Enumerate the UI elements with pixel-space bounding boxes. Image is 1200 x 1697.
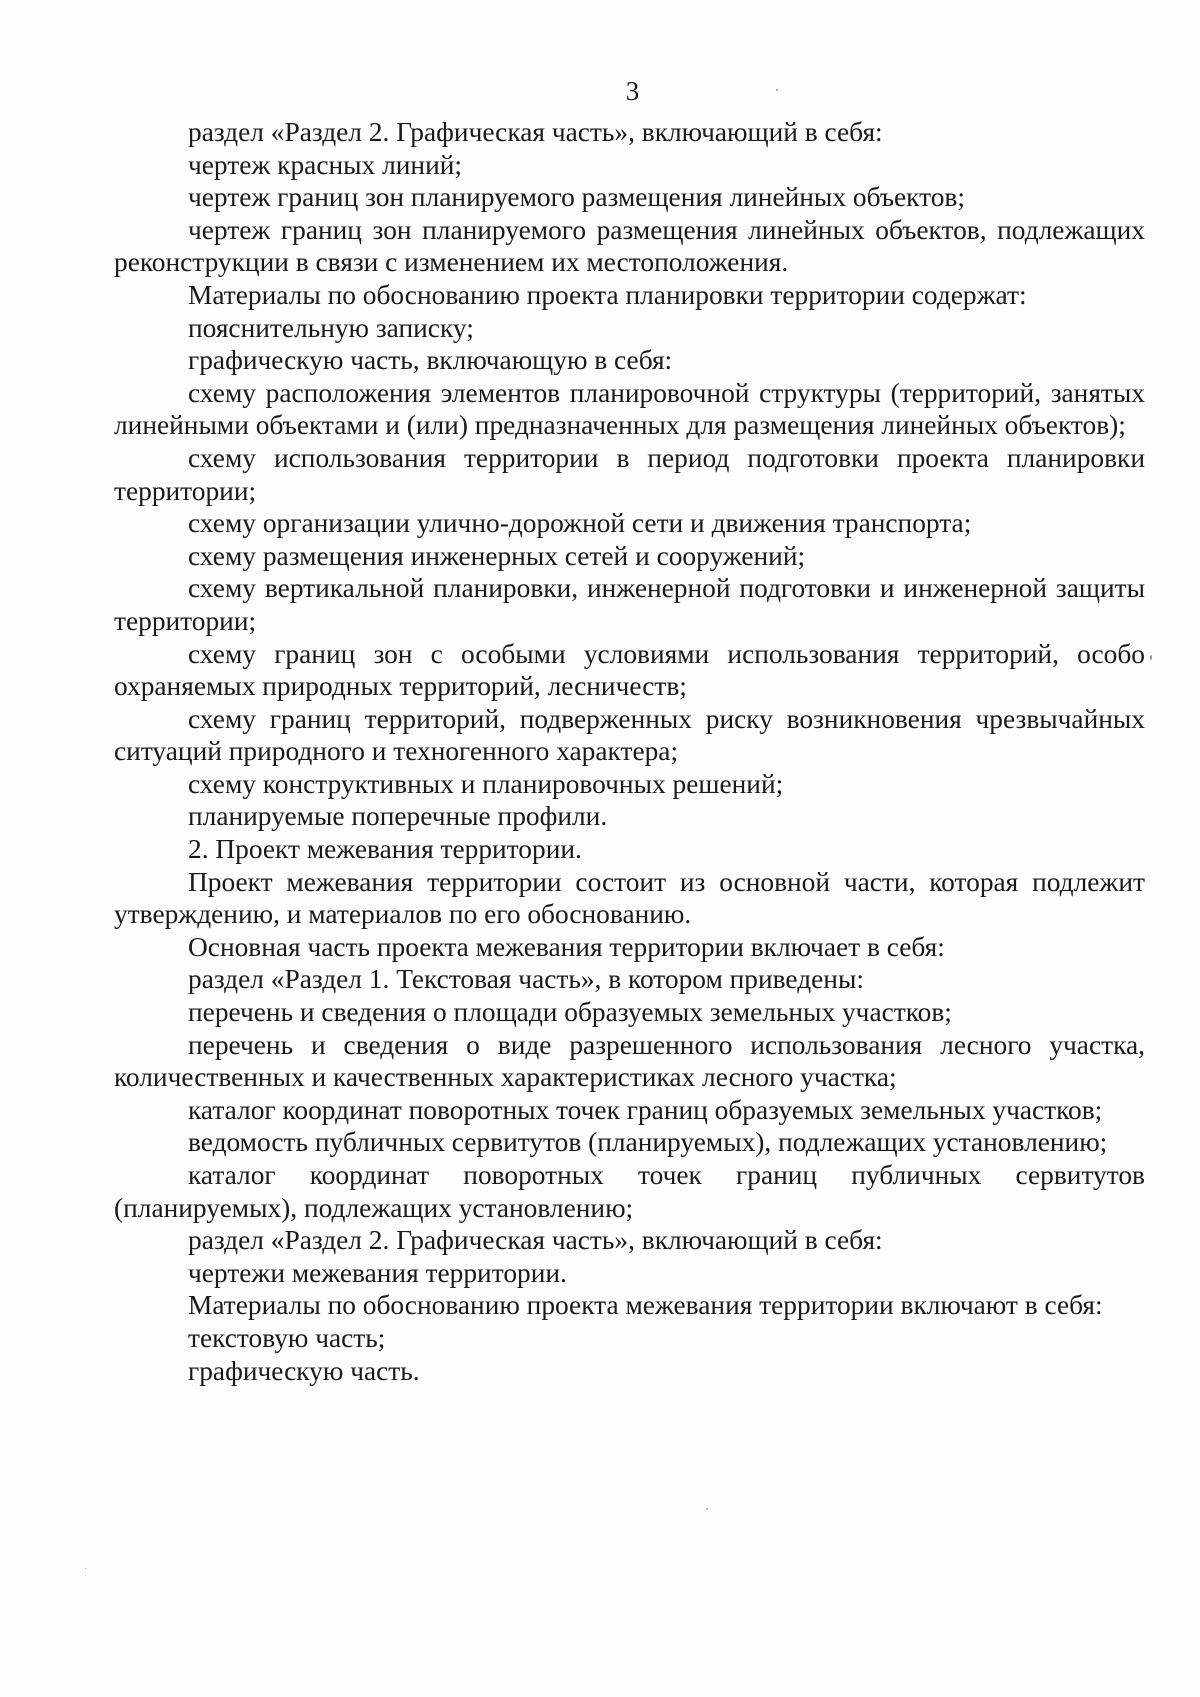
paragraph: схему границ зон с особыми условиями использования территорий, особо охраняемых природных территорий, лесничеств; [114, 638, 1145, 702]
paragraph: текстовую часть; [188, 1322, 386, 1353]
paragraph: схему границ территорий, подверженных риску возникновения чрезвычайных ситуаций природного и техногенного характера; [114, 703, 1145, 767]
paragraph: чертеж границ зон планируемого размещения линейных объектов; [188, 182, 965, 213]
paragraph: Материалы по обоснованию проекта планировки территории содержат: [188, 279, 1027, 310]
paragraph: раздел «Раздел 1. Текстовая часть», в котором приведены: [188, 964, 864, 995]
paragraph: схему вертикальной планировки, инженерной подготовки и инженерной защиты территории; [114, 573, 1145, 636]
scan-speck [85, 1568, 86, 1569]
paragraph: каталог координат поворотных точек границ образуемых земельных участков; [188, 1094, 1103, 1125]
paragraph: графическую часть. [188, 1355, 420, 1386]
paragraph: раздел «Раздел 2. Графическая часть», включающий в себя: [188, 1225, 883, 1256]
paragraph: схему конструктивных и планировочных решений; [188, 768, 784, 799]
page-number: 3 [625, 76, 640, 106]
scan-speck [706, 1508, 708, 1510]
paragraph: графическую часть, включающую в себя: [188, 345, 673, 376]
paragraph: чертеж границ зон планируемого размещения линейных объектов, подлежащих реконструкции в связи с изменением их местоположения. [114, 214, 1145, 278]
paragraph: Материалы по обоснованию проекта межевания территории включают в себя: [188, 1290, 1103, 1321]
paragraph: перечень и сведения о площади образуемых земельных участков; [188, 997, 952, 1028]
paragraph: схему расположения элементов планировочной структуры (территорий, занятых линейными объектами и (или) предназначенных для размещения линейных объектов); [114, 377, 1145, 441]
paragraph: чертежи межевания территории. [188, 1257, 567, 1288]
paragraph: Проект межевания территории состоит из основной части, которая подлежит утверждению, и материалов по его обоснованию. [114, 866, 1145, 930]
body-text [114, 116, 1145, 1387]
paragraph: планируемые поперечные профили. [188, 801, 608, 832]
paragraph: схему использования территории в период подготовки проекта планировки территории; [114, 442, 1145, 506]
paragraph: Основная часть проекта межевания территории включает в себя: [188, 931, 945, 962]
paragraph: схему организации улично-дорожной сети и движения транспорта; [188, 508, 972, 539]
scan-speck [1150, 655, 1152, 660]
section-heading: 2. Проект межевания территории. [188, 834, 582, 865]
paragraph: раздел «Раздел 2. Графическая часть», включающий в себя: [188, 117, 883, 147]
scan-speck [776, 89, 778, 91]
paragraph: чертеж красных линий; [188, 149, 462, 180]
paragraph: схему размещения инженерных сетей и сооружений; [188, 540, 806, 571]
paragraph: пояснительную записку; [188, 312, 474, 343]
paragraph: каталог координат поворотных точек границ публичных сервитутов (планируемых), подлежащих установлению; [114, 1160, 1145, 1223]
paragraph: перечень и сведения о виде разрешенного использования лесного участка, количественных и качественных характеристиках лесного участка; [114, 1029, 1145, 1093]
paragraph: ведомость публичных сервитутов (планируемых), подлежащих установлению; [188, 1127, 1108, 1158]
